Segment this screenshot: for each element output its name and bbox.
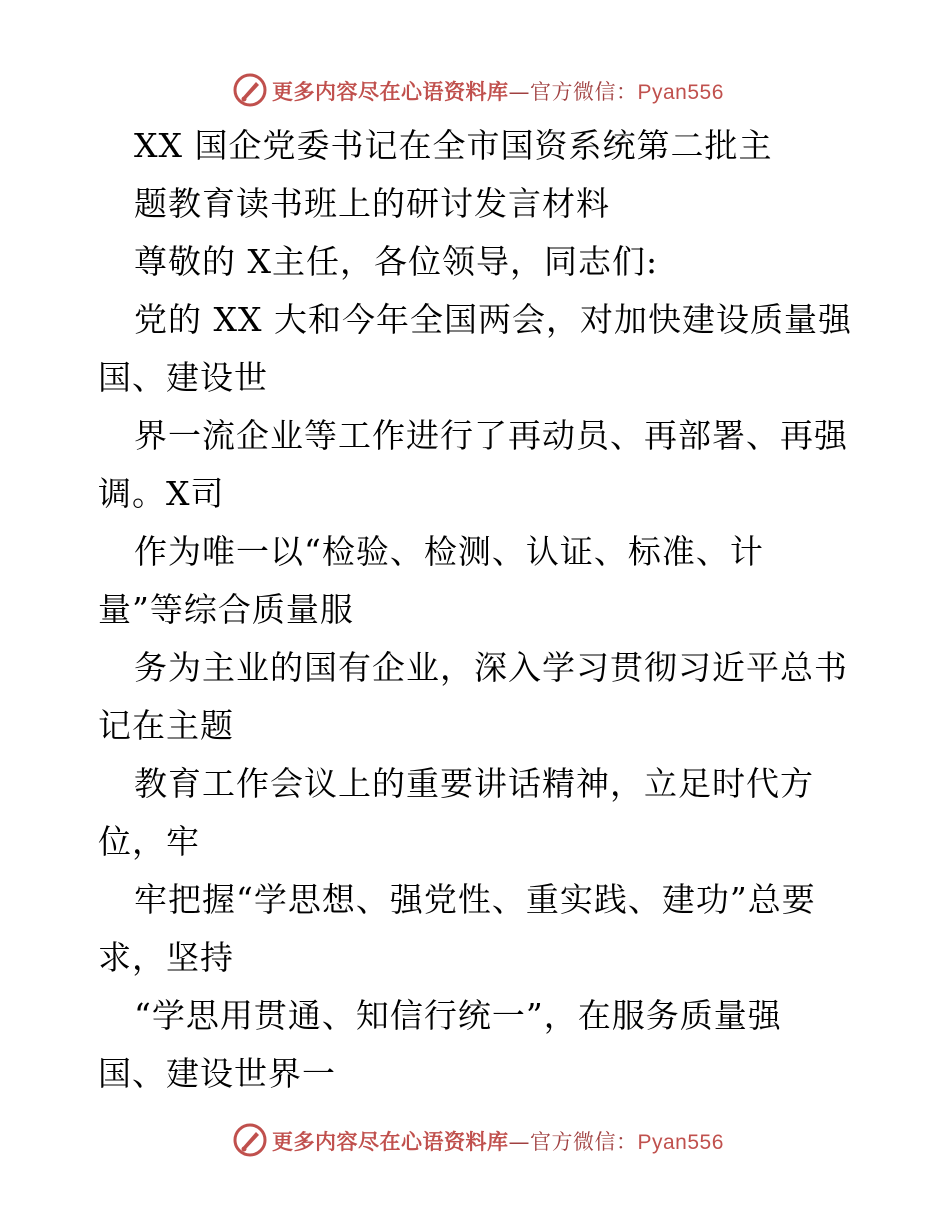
doc-text-line: 国、建设世界一	[98, 1054, 336, 1093]
doc-salutation: 尊敬的 X主任，各位领导，同志们:	[134, 242, 659, 281]
doc-text-line: 求，坚持	[98, 938, 234, 977]
doc-text-line: 国、建设世	[98, 358, 268, 397]
doc-title-line-2: 题教育读书班上的研讨发言材料	[134, 184, 610, 223]
doc-text-line: 界一流企业等工作进行了再动员、再部署、再强	[134, 416, 848, 455]
doc-text-line: “学思用贯通、知信行统一”，在服务质量强	[134, 996, 782, 1035]
doc-text-line: 作为唯一以“检验、检测、认证、标准、计	[134, 532, 764, 571]
doc-text-line: 记在主题	[98, 706, 234, 745]
footer-watermark-banner	[0, 1118, 950, 1162]
doc-text-line: 量”等综合质量服	[98, 590, 354, 629]
doc-text-line: 调。X司	[98, 474, 225, 513]
doc-text-line: 位，牢	[98, 822, 200, 861]
doc-text-line: 教育工作会议上的重要讲话精神，立足时代方	[134, 764, 814, 803]
doc-text-line: 党的 XX 大和今年全国两会，对加快建设质量强	[134, 300, 852, 339]
doc-text-line: 牢把握“学思想、强党性、重实践、建功”总要	[134, 880, 816, 919]
doc-text-line: 务为主业的国有企业，深入学习贯彻习近平总书	[134, 648, 848, 687]
quill-seal-logo-icon	[232, 72, 268, 108]
quill-seal-logo-icon	[232, 1122, 268, 1158]
watermark-text: 更多内容尽在心语资料库—官方微信：Pyan556	[272, 1130, 724, 1154]
doc-title-line-1: XX 国企党委书记在全市国资系统第二批主	[134, 126, 773, 165]
watermark-text: 更多内容尽在心语资料库—官方微信：Pyan556	[272, 80, 724, 104]
header-watermark-banner	[0, 68, 950, 112]
